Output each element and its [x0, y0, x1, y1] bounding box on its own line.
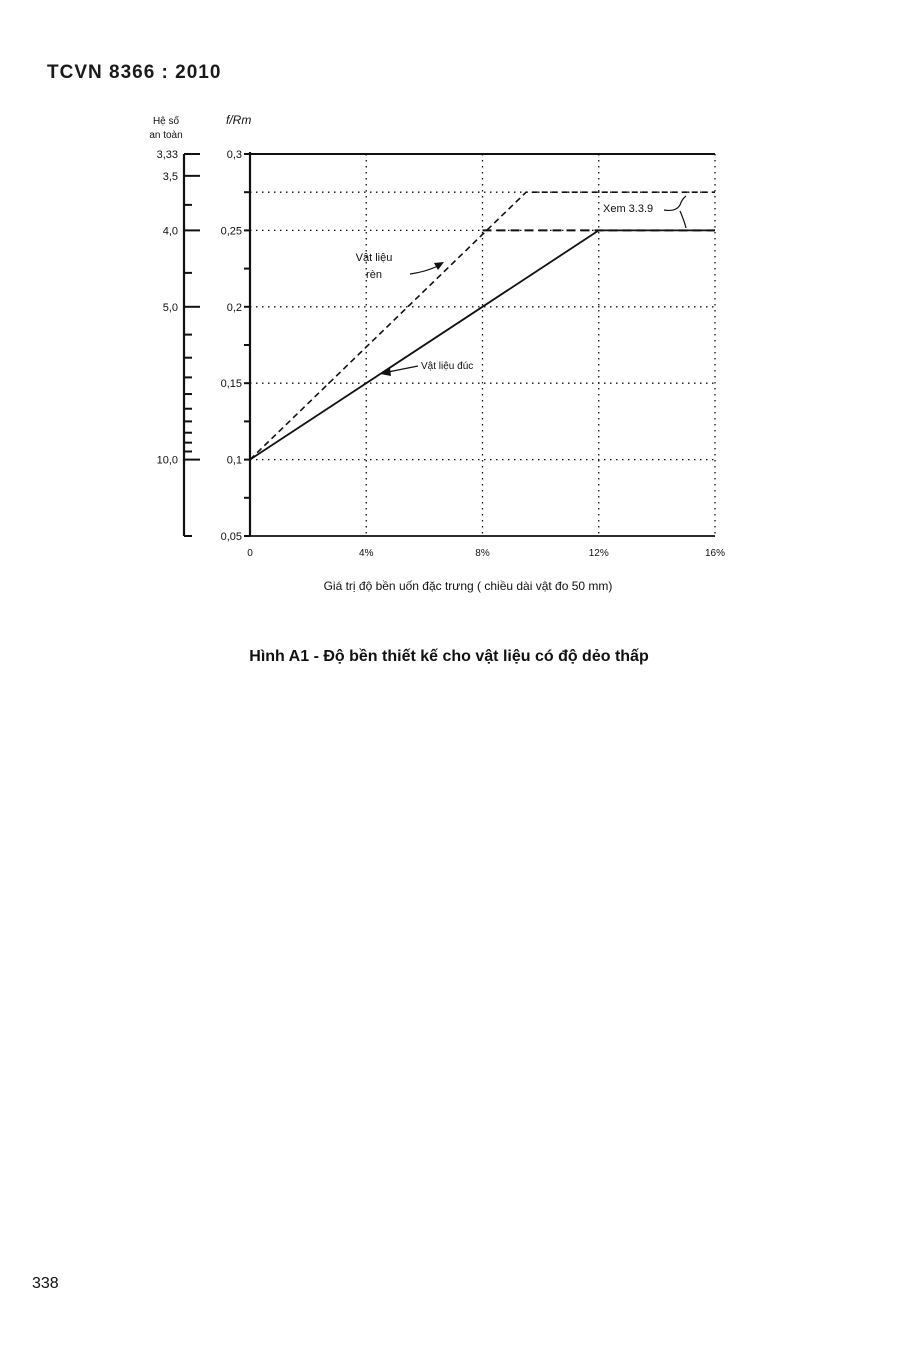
annotation-cast-arrowhead: [380, 368, 391, 376]
annotation-see-339-bracket: [680, 211, 686, 228]
y-tick-label: 0,15: [220, 378, 242, 391]
standard-code-header: TCVN 8366 : 2010: [47, 62, 222, 83]
x-tick-label: 16%: [704, 548, 726, 559]
safety-tick-label: 10,0: [156, 454, 178, 467]
safety-tick-label: 5,0: [162, 301, 178, 314]
annotation-wrought-label: Vật liệu: [355, 252, 393, 264]
annotation-wrought-arrowhead: [434, 262, 444, 270]
x-axis-title: Giá trị độ bền uốn đặc trưng ( chiều dài vật đo 50 mm): [323, 579, 613, 593]
page-number: 338: [32, 1275, 59, 1292]
annotation-wrought-arrow: [410, 266, 438, 274]
y-tick-label: 0,05: [220, 531, 242, 543]
y-tick-label: 0,3: [226, 149, 242, 161]
safety-tick-label: 3,33: [156, 149, 178, 161]
x-tick-label: 12%: [588, 548, 609, 559]
y-tick-label: 0,25: [220, 225, 242, 238]
annotation-wrought-label: rèn: [366, 269, 382, 281]
safety-axis-title: an toàn: [149, 130, 183, 141]
safety-tick-label: 4,0: [162, 225, 178, 238]
x-tick-label: 0: [247, 548, 253, 559]
safety-axis-title: Hệ số: [152, 116, 180, 127]
x-tick-label: 8%: [475, 548, 490, 559]
y-tick-label: 0,1: [226, 454, 242, 467]
safety-tick-label: 3,5: [162, 170, 178, 183]
annotation-see-339-bracket: [664, 196, 686, 210]
x-tick-label: 4%: [359, 548, 374, 559]
design-strength-chart: [0, 0, 898, 640]
figure-caption: Hình A1 - Độ bền thiết kế cho vật liệu có độ dẻo thấp: [249, 648, 649, 665]
annotation-see-339-label: Xem 3.3.9: [603, 203, 654, 215]
annotation-cast-label: Vật liệu đúc: [421, 361, 474, 372]
y-axis-title: f/Rm: [226, 113, 252, 127]
y-tick-label: 0,2: [226, 301, 242, 314]
